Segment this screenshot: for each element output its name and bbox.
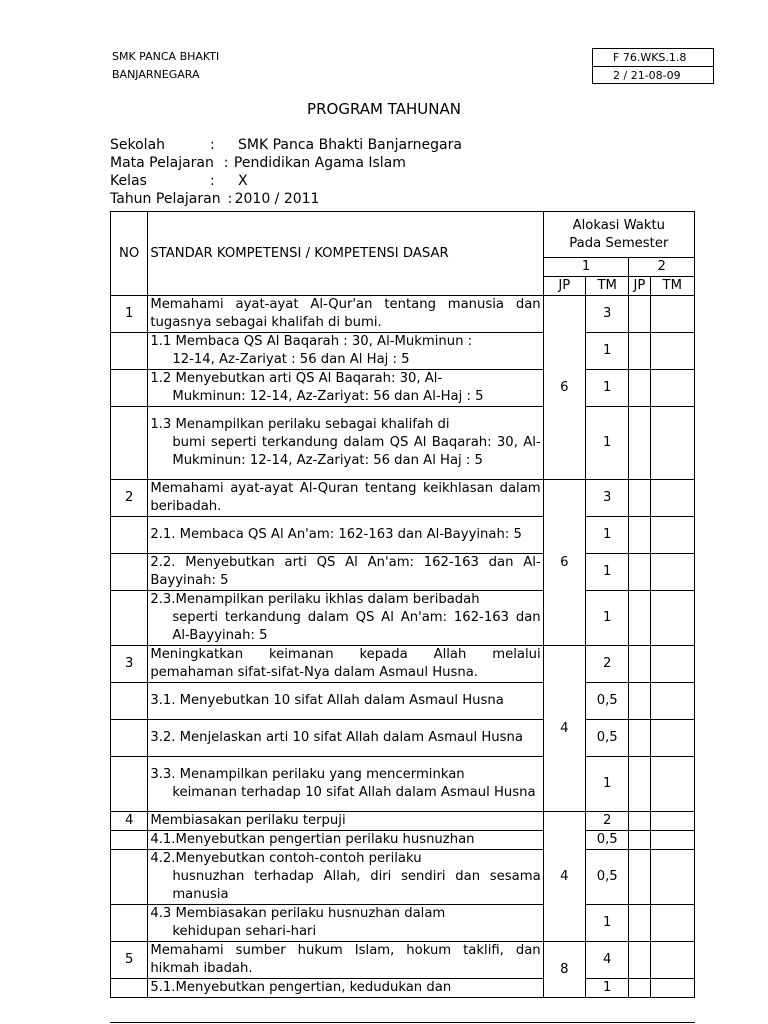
empty-cell (629, 979, 650, 998)
info-sekolah: Sekolah : SMK Panca Bhakti Banjarnegara (110, 137, 462, 153)
empty-cell (650, 757, 694, 812)
table-row (111, 480, 695, 517)
empty-cell (629, 554, 650, 591)
form-code-box (592, 48, 714, 84)
table-row (111, 942, 695, 979)
sk-text: Meningkatkan keimanan kepada Allah melalui pemahaman sifat-sifat-Nya dalam Asmaul Husna. (148, 646, 543, 683)
kd-line-a: 1.1 Membaca QS Al Baqarah : 30, Al-Mukminun : (150, 334, 473, 349)
table-row (111, 720, 695, 757)
tm-value: 1 (586, 554, 629, 591)
info-kelas: Kelas : X (110, 173, 248, 189)
empty-cell (650, 812, 694, 831)
empty-cell (629, 517, 650, 554)
table-row (111, 979, 695, 998)
form-code: F 76.WKS.1.8 (593, 49, 713, 67)
kd-line-b: keimanan terhadap 10 sifat Allah dalam Asmaul Husna (172, 785, 536, 800)
jp-value: 6 (543, 480, 585, 646)
kd-text: 4.1.Menyebutkan pengertian perilaku husnuzhan (148, 831, 543, 850)
info-mapel-label: Mata Pelajaran (110, 155, 214, 171)
empty-cell (111, 905, 148, 942)
empty-cell (650, 517, 694, 554)
empty-cell (111, 591, 148, 646)
empty-cell (629, 683, 650, 720)
sk-text: Memahami sumber hukum Islam, hokum taklifi, dan hikmah ibadah. (148, 942, 543, 979)
kd-text (148, 370, 543, 407)
tm-value: 3 (586, 296, 629, 333)
empty-cell (629, 333, 650, 370)
kd-text: 3.1. Menyebutkan 10 sifat Allah dalam Asmaul Husna (148, 683, 543, 720)
empty-cell (111, 517, 148, 554)
tm-header-2: TM (650, 277, 694, 296)
tm-value: 1 (586, 517, 629, 554)
empty-cell (650, 296, 694, 333)
table-row (111, 683, 695, 720)
empty-cell (629, 831, 650, 850)
sk-number: 3 (111, 646, 148, 683)
semester-2: 2 (629, 258, 695, 277)
empty-cell (629, 942, 650, 979)
info-sekolah-value: SMK Panca Bhakti Banjarnegara (238, 137, 462, 153)
empty-cell (629, 407, 650, 480)
empty-cell (650, 683, 694, 720)
jp-value: 6 (543, 296, 585, 480)
tm-value: 0,5 (586, 683, 629, 720)
tm-value: 4 (586, 942, 629, 979)
sk-number: 5 (111, 942, 148, 979)
empty-cell (111, 757, 148, 812)
empty-cell (111, 407, 148, 480)
table-row (111, 831, 695, 850)
kd-line-b: 12-14, Az-Zariyat : 56 dan Al Haj : 5 (172, 352, 410, 367)
tm-value: 1 (586, 407, 629, 480)
school-city: BANJARNEGARA (112, 68, 200, 81)
empty-cell (111, 850, 148, 905)
tm-value: 0,5 (586, 831, 629, 850)
info-kelas-label: Kelas (110, 173, 147, 189)
empty-cell (629, 850, 650, 905)
sk-text: Memahami ayat-ayat Al-Quran tentang keikhlasan dalam beribadah. (148, 480, 543, 517)
empty-cell (111, 979, 148, 998)
empty-cell (650, 831, 694, 850)
info-tahun: Tahun Pelajaran : 2010 / 2011 (110, 191, 320, 207)
info-tahun-label: Tahun Pelajaran (110, 191, 221, 207)
form-revision: 2 / 21-08-09 (613, 69, 681, 82)
empty-cell (111, 554, 148, 591)
table-row (111, 517, 695, 554)
empty-cell (650, 850, 694, 905)
tm-value: 3 (586, 480, 629, 517)
kd-text (148, 905, 543, 942)
jp-header-1: JP (543, 277, 585, 296)
tm-value: 1 (586, 370, 629, 407)
tm-value: 0,5 (586, 850, 629, 905)
tm-value: 1 (586, 591, 629, 646)
empty-cell (111, 370, 148, 407)
info-mapel-value: Pendidikan Agama Islam (233, 155, 406, 171)
kd-line-b: seperti terkandung dalam QS Al An'am: 162-163 dan Al-Bayyinah: 5 (172, 610, 541, 643)
empty-cell (111, 333, 148, 370)
empty-cell (629, 296, 650, 333)
table-row (111, 757, 695, 812)
kd-line-a: 3.3. Menampilkan perilaku yang mencerminkan (150, 767, 465, 782)
kd-line-a: 4.3 Membiasakan perilaku husnuzhan dalam (150, 906, 446, 921)
table-row (111, 905, 695, 942)
jp-value: 4 (543, 646, 585, 812)
table-row (111, 554, 695, 591)
kd-text (148, 591, 543, 646)
empty-cell (650, 591, 694, 646)
empty-cell (629, 480, 650, 517)
table-row (111, 333, 695, 370)
tm-value: 2 (586, 646, 629, 683)
tm-value: 0,5 (586, 720, 629, 757)
info-kelas-value: X (238, 173, 248, 189)
semester-1: 1 (543, 258, 629, 277)
kd-text: 2.2. Menyebutkan arti QS Al An'am: 162-163 dan Al-Bayyinah: 5 (148, 554, 543, 591)
empty-cell (650, 720, 694, 757)
empty-cell (650, 370, 694, 407)
empty-cell (650, 979, 694, 998)
empty-cell (650, 554, 694, 591)
info-mapel: Mata Pelajaran : Pendidikan Agama Islam (110, 155, 406, 171)
empty-cell (111, 831, 148, 850)
jp-value: 4 (543, 812, 585, 942)
empty-cell (629, 591, 650, 646)
kd-line-b: Mukminun: 12-14, Az-Zariyat: 56 dan Al-Haj : 5 (172, 389, 484, 404)
sk-number: 4 (111, 812, 148, 831)
table-row (111, 812, 695, 831)
tm-header-1: TM (586, 277, 629, 296)
jp-value: 8 (543, 942, 585, 998)
table-row (111, 646, 695, 683)
kd-text (148, 757, 543, 812)
empty-cell (650, 407, 694, 480)
school-name: SMK PANCA BHAKTI (112, 50, 220, 63)
empty-cell (111, 683, 148, 720)
table-row (111, 296, 695, 333)
empty-cell (650, 333, 694, 370)
kd-text: 3.2. Menjelaskan arti 10 sifat Allah dalam Asmaul Husna (148, 720, 543, 757)
empty-cell (650, 646, 694, 683)
kd-text (148, 850, 543, 905)
col-alokasi-line1: Alokasi Waktu (572, 217, 666, 233)
empty-cell (650, 480, 694, 517)
kd-line-a: 4.2.Menyebutkan contoh-contoh perilaku (150, 851, 422, 866)
jp-header-2: JP (629, 277, 650, 296)
kd-line-b: kehidupan sehari-hari (172, 924, 317, 939)
tm-value: 2 (586, 812, 629, 831)
col-no-header: NO (111, 212, 148, 296)
col-alokasi-header (543, 212, 694, 258)
kd-line-a: 1.2 Menyebutkan arti QS Al Baqarah: 30, Al- (150, 371, 443, 386)
sk-number: 1 (111, 296, 148, 333)
empty-cell (650, 942, 694, 979)
sk-number: 2 (111, 480, 148, 517)
kd-line-b: bumi seperti terkandung dalam QS Al Baqarah: 30, Al-Mukminun: 12-14, Az-Zariyat: 56 dan Al Haj : 5 (172, 435, 541, 468)
empty-cell (629, 370, 650, 407)
col-alokasi-line2: Pada Semester (569, 235, 669, 251)
tm-value: 1 (586, 757, 629, 812)
kd-text (148, 333, 543, 370)
empty-cell (650, 905, 694, 942)
table-row (111, 407, 695, 480)
kd-line-b: husnuzhan terhadap Allah, diri sendiri dan sesama manusia (172, 869, 541, 902)
table-row (111, 850, 695, 905)
footer-divider (110, 1022, 695, 1023)
kd-text (148, 407, 543, 480)
kd-line-a: 1.3 Menampilkan perilaku sebagai khalifah di (150, 417, 450, 432)
empty-cell (629, 812, 650, 831)
empty-cell (111, 720, 148, 757)
col-sk-header: STANDAR KOMPETENSI / KOMPETENSI DASAR (148, 212, 543, 296)
tm-value: 1 (586, 905, 629, 942)
page-title: PROGRAM TAHUNAN (307, 100, 461, 118)
table-row (111, 591, 695, 646)
kd-line-a: 2.3.Menampilkan perilaku ikhlas dalam beribadah (150, 592, 480, 607)
sk-text: Memahami ayat-ayat Al-Qur'an tentang manusia dan tugasnya sebagai khalifah di bumi. (148, 296, 543, 333)
info-tahun-value: 2010 / 2011 (234, 191, 320, 207)
kd-text: 2.1. Membaca QS Al An'am: 162-163 dan Al-Bayyinah: 5 (148, 517, 543, 554)
program-table (110, 211, 695, 998)
info-sekolah-label: Sekolah (110, 137, 166, 153)
table-row (111, 370, 695, 407)
empty-cell (629, 905, 650, 942)
tm-value: 1 (586, 333, 629, 370)
empty-cell (629, 646, 650, 683)
tm-value: 1 (586, 979, 629, 998)
sk-text: Membiasakan perilaku terpuji (148, 812, 543, 831)
table-header-row (111, 212, 695, 258)
empty-cell (629, 720, 650, 757)
kd-text: 5.1.Menyebutkan pengertian, kedudukan dan (148, 979, 543, 998)
empty-cell (629, 757, 650, 812)
